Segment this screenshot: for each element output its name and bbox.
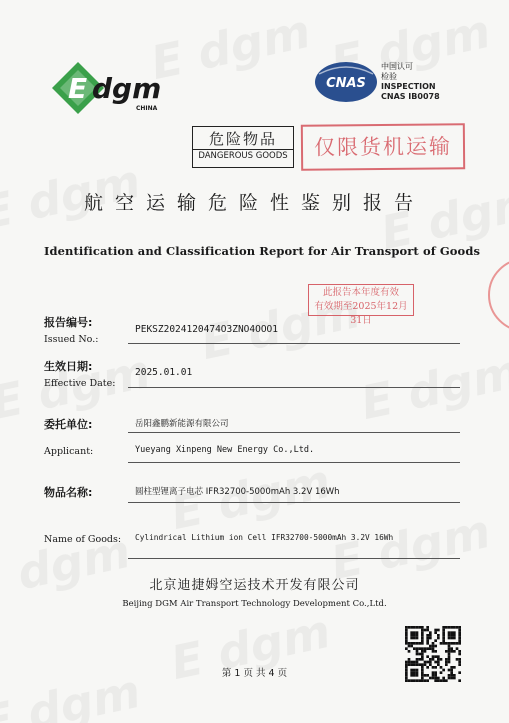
validity-stamp [308,284,414,326]
effective-date-label-en: Effective Date: [44,378,116,389]
goods-value-en: Cylindrical Lithium ion Cell IFR32700-5000mAh 3.2V 16Wh [135,533,394,542]
issued-no-label-en: Issued No.: [44,334,99,345]
validity-line2: 有效期至2025年12月31日 [314,301,408,326]
report-title-en: Identification and Classification Report for Air Transport of Goods [44,244,481,258]
dangerous-goods-zh: 危险物品 [208,130,277,148]
cnas-badge-icon [313,60,379,104]
dangerous-goods-box [192,126,294,168]
cnas-line4: CNAS IB0078 [381,92,440,101]
dgm-logo [48,58,166,118]
cnas-logo [313,60,379,104]
company-name-zh: 北京迪捷姆空运技术开发有限公司 [149,578,360,593]
dgm-logo-text: dgm [92,72,162,105]
dgm-logo-sub: CHINA [136,105,158,112]
svg-text:E: E [68,72,88,105]
cnas-badge-text: CNAS [326,76,366,91]
cnas-accreditation [381,62,440,102]
cargo-aircraft-only-stamp: 仅限货机运输 [301,123,465,170]
applicant-rule-en [128,462,460,463]
cnas-line1: 中国认可 [381,62,413,71]
issued-no-value: PEKSZ2024120474O3ZNO4OOO1 [135,324,278,335]
applicant-label-en: Applicant: [44,446,94,457]
applicant-value-zh: 岳阳鑫鹏新能源有限公司 [135,419,229,429]
applicant-rule-zh [128,432,460,433]
goods-rule-en [128,558,460,559]
company-name-en: Beijing DGM Air Transport Technology Development Co.,Ltd. [122,599,387,609]
applicant-value-en: Yueyang Xinpeng New Energy Co.,Ltd. [135,445,315,455]
validity-line1: 此报告本年度有效 [322,287,399,298]
page-number: 第 1 页 共 4 页 [221,668,288,679]
report-title-zh: 航空运输危险性鉴别报告 [83,192,425,214]
applicant-label-zh: 委托单位: [44,418,93,431]
effective-date-label-zh: 生效日期: [44,360,93,373]
red-seal-icon [488,258,509,332]
dangerous-goods-en: DANGEROUS GOODS [193,149,293,163]
issued-no-label-zh: 报告编号: [44,316,93,329]
goods-label-zh: 物品名称: [44,486,93,499]
goods-value-zh: 圆柱型锂离子电芯 IFR32700-5000mAh 3.2V 16Wh [135,487,340,497]
effective-date-value: 2025.01.01 [135,367,193,378]
effective-date-rule [128,387,460,388]
dgm-logo-icon [48,58,166,118]
cnas-line3: INSPECTION [381,82,436,91]
goods-label-en: Name of Goods: [44,534,122,545]
cnas-line2: 检验 [381,72,397,81]
goods-rule-zh [128,502,460,503]
issued-no-rule [128,343,460,344]
